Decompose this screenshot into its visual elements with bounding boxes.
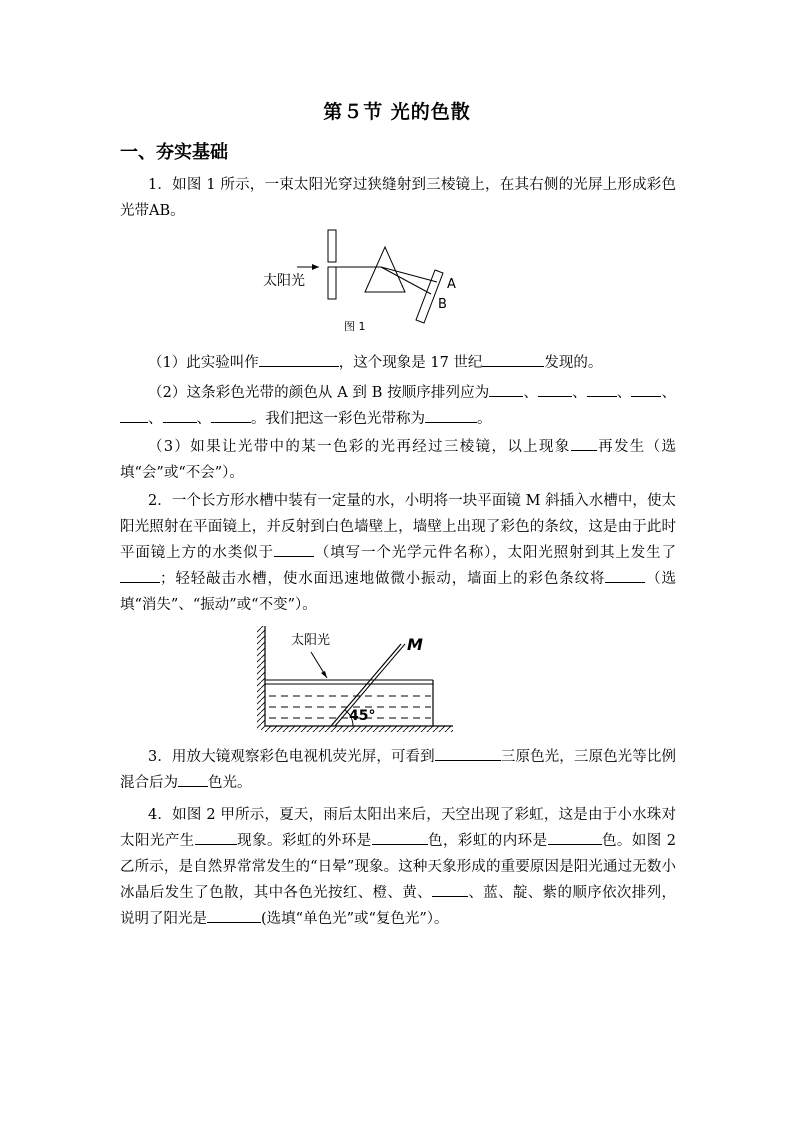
answer-blank[interactable] (178, 770, 208, 787)
fig1-label-b: B (438, 297, 447, 312)
fig2-sunlight-arrowhead (321, 671, 327, 678)
answer-blank[interactable] (425, 406, 477, 423)
fig1-sunlight-label: 太阳光 (263, 273, 305, 289)
fig1-caption: 图 1 (344, 320, 366, 333)
fig2-wall-hatching (257, 626, 265, 730)
q3-text-b: 三原色光，三原色光等比例混合后为 (120, 749, 676, 791)
q3-text-c: 色光。 (208, 775, 252, 791)
section-heading: 一、夯实基础 (120, 142, 228, 163)
answer-blank[interactable] (163, 406, 197, 423)
fig1-dispersed-ray-b (381, 267, 431, 294)
q2-text-b: （填写一个光学元件名称），太阳光照射到其上发生了 (313, 545, 677, 561)
question-2 (120, 488, 676, 618)
fig1-slit-upper (328, 230, 336, 262)
separator: 、 (616, 385, 632, 401)
q1-sub2-text-b: 。我们把这一彩色光带称为 (251, 411, 425, 427)
question-1-text: 1．如图 1 所示，一束太阳光穿过狭缝射到三棱镜上，在其右侧的光屏上形成彩色光带AB。 (120, 177, 676, 219)
q1-sub2-text-a: （2）这条彩色光带的颜色从 A 到 B 按顺序排列应为 (148, 385, 490, 401)
q4-text-f: (选填“单色光”或“复色光”）。 (261, 911, 449, 927)
question-1-part-1 (120, 350, 676, 376)
q1-sub1-text-a: （1）此实验叫作 (148, 355, 259, 371)
answer-blank[interactable] (372, 828, 428, 845)
fig1-slit-lower (328, 267, 336, 299)
page-title: 第５节 光的色散 (323, 101, 471, 123)
separator: 、 (196, 411, 211, 427)
question-4 (120, 802, 676, 932)
answer-blank[interactable] (435, 744, 501, 761)
separator: 、 (572, 385, 587, 401)
question-3 (120, 744, 676, 796)
period: 。 (477, 411, 492, 427)
q4-text-a: 4．如图 2 甲所示，夏天，雨后太阳出来后，天空出现了彩虹，这是由于小水珠对太阳光产生 (120, 807, 676, 849)
answer-blank[interactable] (548, 828, 602, 845)
figure-2-water-tank-diagram (255, 622, 455, 734)
separator: 、 (523, 385, 538, 401)
figure-1-prism-diagram (255, 222, 475, 337)
q2-text-a: 2．一个长方形水槽中装有一定量的水，小明将一块平面镜 M 斜插入水槽中，使太阳光照射在平面镜上，并反射到白色墙壁上，墙壁上出现了彩色的条纹，这是由于此时平面镜上方的水类似于 (120, 493, 676, 561)
q1-sub1-text-c: 发现的。 (544, 355, 603, 371)
q2-text-c: ；轻轻敲击水槽，使水面迅速地做微小振动，墙面上的彩色条纹将 (160, 571, 606, 587)
answer-blank[interactable] (587, 380, 617, 397)
q4-text-e: 、蓝、靛、紫的顺序依次排列，说明了阳光是 (120, 885, 676, 927)
fig1-ray-arrowhead (312, 264, 319, 270)
q1-sub3-text-a: （3）如果让光带中的某一色彩的光再经过三棱镜，以上现象 (148, 439, 571, 455)
answer-blank[interactable] (631, 380, 661, 397)
answer-blank[interactable] (489, 380, 523, 397)
answer-blank[interactable] (207, 906, 261, 923)
answer-blank[interactable] (538, 380, 572, 397)
q1-sub3-text-b: 再发生（选填“会”或“不会”）。 (120, 439, 676, 481)
answer-blank[interactable] (605, 566, 645, 583)
fig1-dispersed-ray-a (381, 267, 437, 282)
question-1-part-3 (120, 434, 676, 486)
answer-blank[interactable] (482, 350, 544, 367)
q1-sub1-text-b: ，这个现象是 17 世纪 (338, 355, 483, 371)
q3-text-a: 3．用放大镜观察彩色电视机荧光屏，可看到 (148, 749, 435, 765)
separator: 、 (661, 385, 677, 401)
answer-blank[interactable] (120, 406, 148, 423)
fig2-sunlight-label: 太阳光 (291, 633, 331, 648)
q4-text-c: 色，彩虹的内环是 (427, 833, 548, 849)
answer-blank[interactable] (120, 566, 160, 583)
fig2-angle-label: 45° (349, 708, 376, 724)
answer-blank[interactable] (432, 880, 468, 897)
separator: 、 (148, 411, 163, 427)
question-1-part-2 (120, 380, 676, 432)
answer-blank[interactable] (274, 540, 314, 557)
answer-blank[interactable] (195, 828, 237, 845)
fig2-floor-hatching (265, 726, 453, 732)
fig2-mirror-label: M (407, 635, 423, 654)
answer-blank[interactable] (259, 350, 339, 367)
answer-blank[interactable] (211, 406, 251, 423)
q4-text-d: 色。如图 2 乙所示，是自然界常常发生的“日晕”现象。这种天象形成的重要原因是阳光通过无数小冰晶后发生了色散，其中各色光按红、橙、黄、 (120, 833, 677, 901)
q2-text-d: （选填“消失”、“振动”或“不变”）。 (120, 571, 677, 613)
answer-blank[interactable] (571, 434, 597, 451)
fig1-label-a: A (447, 277, 456, 292)
q4-text-b: 现象。彩虹的外环是 (236, 833, 372, 849)
